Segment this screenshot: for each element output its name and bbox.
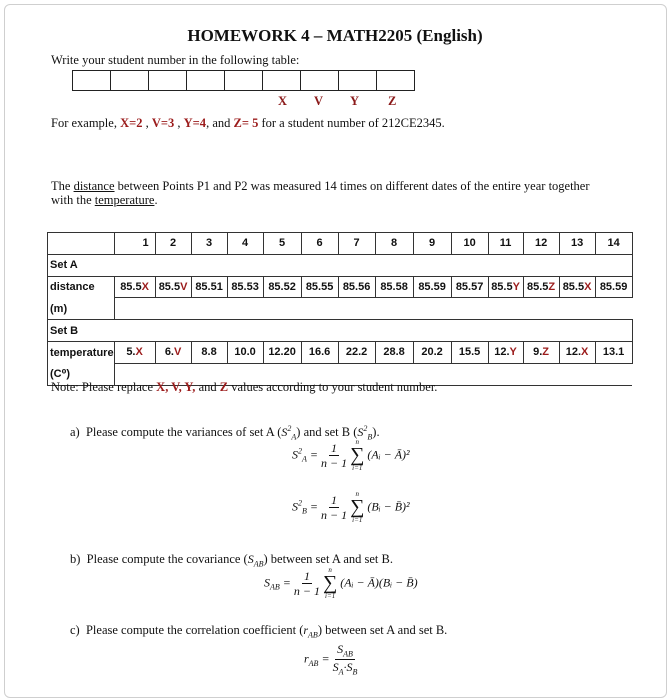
question-c: c) Please compute the correlation coefficient $(r_{AB})$ between set A and set B. — [70, 623, 448, 640]
header-row — [48, 233, 633, 255]
distance-value: 85.56 — [338, 276, 375, 298]
temperature-value: 5.X — [114, 341, 155, 363]
column-header: 11 — [488, 233, 523, 255]
distance-value: 85.5V — [155, 276, 191, 298]
distance-label: distance — [48, 276, 115, 298]
corner-cell — [48, 233, 115, 255]
student-number-box[interactable] — [300, 70, 339, 91]
distance-value: 85.5Z — [523, 276, 559, 298]
temperature-row — [48, 341, 633, 363]
page-title: HOMEWORK 4 – MATH2205 (English) — [187, 26, 483, 45]
temperature-value: 16.6 — [301, 341, 338, 363]
distance-row — [48, 276, 633, 298]
temperature-value: 20.2 — [413, 341, 451, 363]
column-header: 9 — [413, 233, 451, 255]
student-number-box[interactable] — [338, 70, 377, 91]
distance-value: 85.53 — [227, 276, 263, 298]
temperature-value: 12.20 — [263, 341, 301, 363]
distance-value: 85.51 — [191, 276, 227, 298]
column-header: 7 — [338, 233, 375, 255]
correlation-formula: $r_{AB}$ = $\frac{S_{AB}}{S_A\cdot S_B}$ — [304, 642, 358, 677]
distance-value: 85.57 — [451, 276, 488, 298]
column-header: 5 — [263, 233, 301, 255]
distance-value: 85.5X — [114, 276, 155, 298]
column-header: 12 — [523, 233, 559, 255]
distance-value: 85.5Y — [488, 276, 523, 298]
distance-value: 85.59 — [413, 276, 451, 298]
student-number-box[interactable] — [262, 70, 301, 91]
column-header: 14 — [595, 233, 632, 255]
temperature-unit: (C⁰) — [48, 363, 115, 385]
temperature-value: 10.0 — [227, 341, 263, 363]
student-number-box[interactable] — [110, 70, 149, 91]
letter-y-marker: Y — [350, 94, 360, 108]
student-number-box[interactable] — [224, 70, 263, 91]
column-header: 10 — [451, 233, 488, 255]
temperature-value: 12.Y — [488, 341, 523, 363]
student-number-boxes[interactable] — [73, 70, 415, 91]
example-line: For example, X=2 , V=3 , Y=4, and Z= 5 for a student number of 212CE2345. — [51, 116, 445, 130]
set-a-row — [48, 254, 633, 276]
temperature-label: temperature — [48, 341, 115, 363]
column-header: 3 — [191, 233, 227, 255]
distance-unit-row — [48, 298, 633, 320]
question-a: a) Please compute the variances of set A $(S^2_A)$ and set B $(S^2_B)$. — [70, 424, 380, 442]
intro-paragraph: The distance between Points P1 and P2 was measured 14 times on different dates of the entire year together with the temperature. — [51, 179, 590, 207]
temperature-value: 8.8 — [191, 341, 227, 363]
blank-cell — [114, 298, 632, 320]
set-b-row — [48, 320, 633, 342]
temperature-value: 13.1 — [595, 341, 632, 363]
distance-value: 85.52 — [263, 276, 301, 298]
letter-v-marker: V — [314, 94, 324, 108]
distance-value: 85.5X — [559, 276, 595, 298]
column-header: 6 — [301, 233, 338, 255]
temperature-value: 15.5 — [451, 341, 488, 363]
student-number-box[interactable] — [376, 70, 415, 91]
variance-a-formula: $S^2_A$ = $\frac{1}{n - 1}$ n ∑ i=1 (Aᵢ − Ā)² — [292, 438, 410, 472]
student-number-box[interactable] — [148, 70, 187, 91]
question-b: b) Please compute the covariance $(S_{AB})$ between set A and set B. — [70, 552, 393, 569]
student-number-box[interactable] — [186, 70, 225, 91]
letter-x-marker: X — [278, 94, 288, 108]
set-a-label: Set A — [48, 254, 633, 276]
distance-value: 85.55 — [301, 276, 338, 298]
distance-value: 85.59 — [595, 276, 632, 298]
covariance-formula: $S_{AB}$ = $\frac{1}{n - 1}$ n ∑ i=1 (Aᵢ − Ā)(Bᵢ − B̄) — [264, 566, 418, 600]
set-b-label: Set B — [48, 320, 633, 342]
temperature-value: 6.V — [155, 341, 191, 363]
distance-value: 85.58 — [375, 276, 413, 298]
data-table — [47, 232, 633, 386]
column-header: 4 — [227, 233, 263, 255]
note-line: Note: Please replace X, V, Y, and Z values according to your student number. — [51, 380, 438, 394]
column-header: 2 — [155, 233, 191, 255]
variance-b-formula: $S^2_B$ = $\frac{1}{n - 1}$ n ∑ i=1 (Bᵢ − B̄)² — [292, 490, 410, 524]
temperature-value: 22.2 — [338, 341, 375, 363]
column-header: 1 — [114, 233, 155, 255]
instruction-text: Write your student number in the following table: — [51, 53, 300, 67]
temperature-value: 28.8 — [375, 341, 413, 363]
temperature-value: 12.X — [559, 341, 595, 363]
letter-z-marker: Z — [388, 94, 397, 108]
distance-unit: (m) — [48, 298, 115, 320]
temperature-value: 9.Z — [523, 341, 559, 363]
student-number-box[interactable] — [72, 70, 111, 91]
column-header: 13 — [559, 233, 595, 255]
column-header: 8 — [375, 233, 413, 255]
